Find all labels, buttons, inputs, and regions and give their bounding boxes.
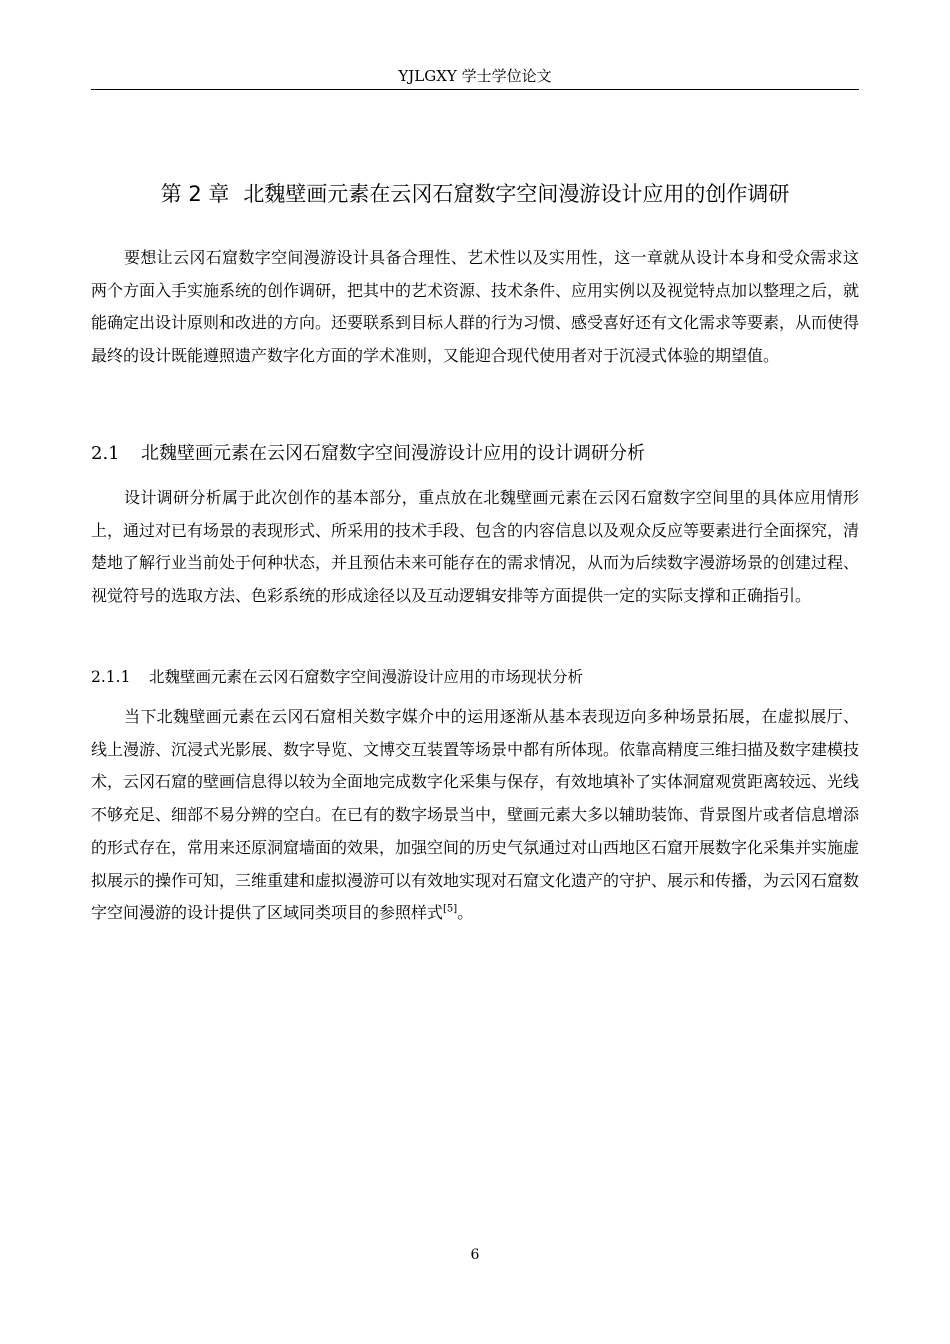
chapter-intro-paragraph: 要想让云冈石窟数字空间漫游设计具备合理性、艺术性以及实用性，这一章就从设计本身和受众需求这两个方面入手实施系统的创作调研，把其中的艺术资源、技术条件、应用实例以及视觉特点加以整理之后，就能确定出设计原则和改进的方向。还要联系到目标人群的行为习惯、感受喜好还有文化需求等要素，从而使得最终的设计既能遵照遗产数字化方面的学术准则，又能迎合现代使用者对于沉浸式体验的期望值。	[91, 248, 860, 366]
subsection-title-text: 北魏壁画元素在云冈石窟数字空间漫游设计应用的市场现状分析	[149, 668, 584, 686]
section-heading-2-1	[91, 438, 859, 470]
chapter-number: 第 2 章	[160, 182, 230, 206]
citation-reference[interactable]: [5]	[443, 903, 458, 915]
subsection-heading-2-1-1	[91, 663, 859, 691]
section-number: 2.1	[91, 443, 120, 464]
running-header: YJLGXY 学士学位论文	[398, 67, 552, 85]
chapter-title-text: 北魏壁画元素在云冈石窟数字空间漫游设计应用的创作调研	[243, 182, 790, 206]
section-2-1-paragraph: 设计调研分析属于此次创作的基本部分，重点放在北魏壁画元素在云冈石窟数字空间里的具体应用情形上，通过对已有场景的表现形式、所采用的技术手段、包含的内容信息以及观众反应等要素进行全面探究，清楚地了解行业当前处于何种状态，并且预估未来可能存在的需求情况，从而为后续数字漫游场景的创建过程、视觉符号的选取方法、色彩系统的形成途径以及互动逻辑安排等方面提供一定的实际支撑和正确指引。	[91, 488, 860, 606]
chapter-heading	[91, 176, 859, 212]
header-divider	[91, 89, 859, 90]
section-2-1-1-paragraph	[91, 701, 859, 930]
section-title-text: 北魏壁画元素在云冈石窟数字空间漫游设计应用的设计调研分析	[141, 443, 645, 464]
paragraph-body: 当下北魏壁画元素在云冈石窟相关数字媒介中的运用逐渐从基本表现迈向多种场景拓展，在虚拟展厅、线上漫游、沉浸式光影展、数字导览、文博交互装置等场景中都有所体现。依靠高精度三维扫描及数字建模技术，云冈石窟的壁画信息得以较为全面地完成数字化采集与保存，有效地填补了实体洞窟观赏距离较远、光线不够充足、细部不易分辨的空白。在已有的数字场景当中，壁画元素大多以辅助装饰、背景图片或者信息增添的形式存在，常用来还原洞窟墙面的效果，加强空间的历史气氛通过对山西地区石窟开展数字化采集并实施虚拟展示的操作可知，三维重建和虚拟漫游可以有效地实现对石窟文化遗产的守护、展示和传播，为云冈石窟数字空间漫游的设计提供了区域同类项目的参照样式	[91, 707, 860, 923]
subsection-number: 2.1.1	[91, 668, 131, 686]
paragraph-end-punctuation: 。	[457, 903, 474, 923]
page-number: 6	[470, 1247, 480, 1263]
